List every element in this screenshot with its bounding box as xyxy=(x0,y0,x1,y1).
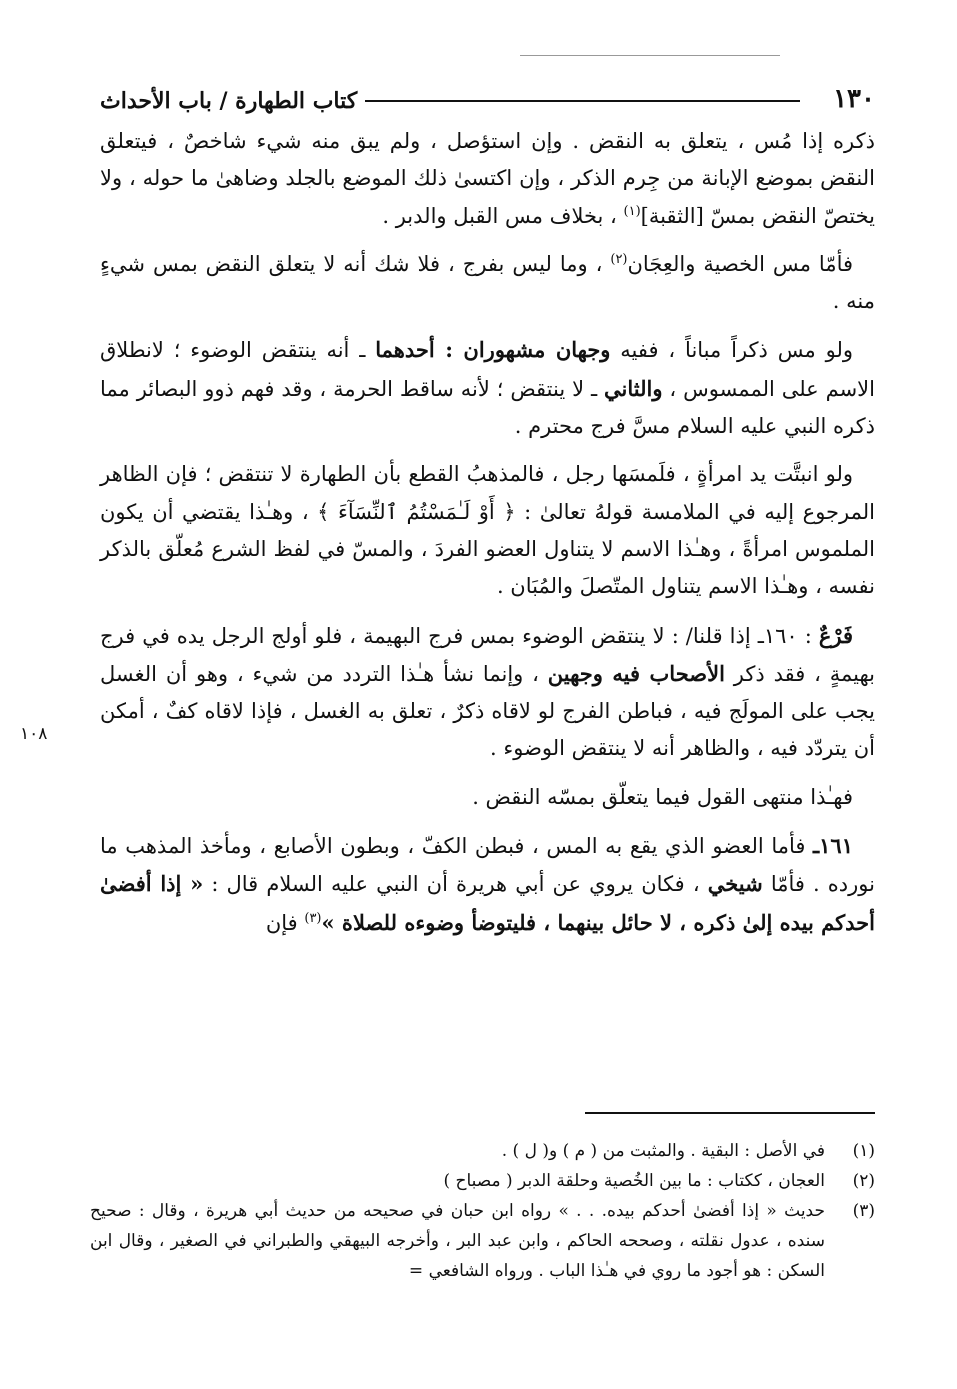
running-head-rule xyxy=(365,100,800,102)
paragraph-1: ذكره إذا مُس ، يتعلق به النقض . وإن استؤصل ، ولم يبق منه شيء شاخصٌ ، فيتعلق النقض بموضع الإبانة من جِرم الذكر ، وإن اكتسىٰ ذلك الموضع بالجلد وضاهىٰ ما حوله ، ولا يختصّ النقض بمسّ [الثقبة]$^{(١)}$ ، بخلاف مس القبل والدبر . xyxy=(100,129,875,228)
far-label: فَرْعٌ xyxy=(818,622,853,648)
book-title: كتاب الطهارة / باب الأحداث xyxy=(100,88,358,114)
paragraph-7: ١٦١ـ فأما العضو الذي يقع به المس ، فبطن الكفّ ، وبطون الأصابع ، ومأخذ المذهب ما نورده . فأمّا شيخي ، فكان يروي عن أبي هريرة أن النبي عليه السلام قال : « إذا أفضىٰ أحدكم بيده إلىٰ ذكره ، لا حائل بينهما ، فليتوضأ وضوءه للصلاة »$^{(٣)}$ فإن xyxy=(100,833,875,935)
footnotes xyxy=(90,1136,875,1286)
margin-manuscript-number: ١٠٨ xyxy=(20,724,48,744)
paragraph-6: فهـٰذا منتهى القول فيما يتعلّق بمسّه النقض . xyxy=(472,784,853,809)
page xyxy=(20,0,876,1389)
footnote-2 xyxy=(90,1166,875,1196)
top-rule xyxy=(520,55,780,56)
hadith-quote: « إذا أفضىٰ أحدكم بيده إلىٰ ذكره ، لا حائل بينهما ، فليتوضأ وضوءه للصلاة » xyxy=(100,871,875,935)
footnote-ref-1[interactable]: (١) xyxy=(623,203,641,219)
footnote-1 xyxy=(90,1136,875,1166)
footnote-separator xyxy=(585,1112,875,1114)
footnote-ref-2[interactable]: (٢) xyxy=(610,251,628,267)
footnote-number: (٢) xyxy=(852,1171,875,1191)
footnote-number: (١) xyxy=(852,1141,875,1161)
footnote-text: حديث « إذا أفضىٰ أحدكم بيده. . . » رواه ابن حبان في صحيحه من حديث أبي هريرة ، وقال : صحيح سنده ، عدول نقلته ، وصححه الحاكم ، وابن عبد البر ، وأخرجه البيهقي والطبراني في الصغير ، وقال ابن السكن : هو أجود ما روي في هـٰذا الباب . ورواه الشافعي = xyxy=(90,1201,825,1281)
footnote-text: في الأصل : البقية . والمثبت من ( م ) و( ل ) . xyxy=(501,1141,825,1161)
paragraph-3: ولو مس ذكراً مباناً ، ففيه وجهان مشهوران : أحدهما ـ أنه ينتقض الوضوء ؛ لانطلاق الاسم على الممسوس ، والثاني ـ لا ينتقض ؛ لأنه ساقط الحرمة ، وقد فهم ذوو البصائر مما ذكره النبي عليه السلام مسَّ فرج محترم . xyxy=(100,337,875,439)
paragraph-2: فأمّا مس الخصية والعِجَان$^{(٢)}$ ، وما ليس بفرج ، فلا شك أنه لا يتعلق النقض بمس شيءٍ منه . xyxy=(100,251,875,314)
paragraph-4: ولو انبتَّت يد امرأةٍ ، فلَمسَها رجل ، فالمذهبُ القطع بأن الطهارة لا تنتقض ؛ فإن الظاهر المرجوع إليه في الملامسة قولهُ تعالىٰ : ﴿ أَوْ لَـٰمَسْتُمُ ٱلنِّسَآءَ ﴾ ، وهـٰذا يقتضي أن يكون الملموس امرأةً ، وهـٰذا الاسم لا يتناول العضو الفردَ ، والمسّ في لفظ الشرع مُعلّق بالذكر نفسه ، وهـٰذا الاسم يتناول المتّصلَ والمُبَان . xyxy=(100,462,875,599)
footnote-3 xyxy=(90,1196,875,1286)
running-head xyxy=(100,82,875,122)
page-number: ١٣٠ xyxy=(833,84,875,114)
paragraph-5: فَرْعٌ : ١٦٠ـ إذا قلنا/ : لا ينتقض الوضوء بمس فرج البهيمة ، فلو أولج الرجل يده في فرج بهيمةٍ ، فقد ذكر الأصحاب فيه وجهين ، وإنما نشأ هـٰذا التردد من شيء ، وهو أن الغسل يجب على المولَج فيه ، فباطن الفرج لو لاقاه ذكرٌ ، تعلق به الغسل ، فإذا لاقاه كفٌ ، أمكن أن يتردّد فيه ، والظاهر أنه لا ينتقض الوضوء . xyxy=(100,622,876,761)
footnote-ref-3[interactable]: (٣) xyxy=(304,910,322,926)
main-text xyxy=(100,123,875,942)
footnote-text: العجان ، ككتاب : ما بين الخُصية وحلقة الدبر ( مصباح ) xyxy=(443,1171,825,1191)
footnote-number: (٣) xyxy=(852,1201,875,1221)
